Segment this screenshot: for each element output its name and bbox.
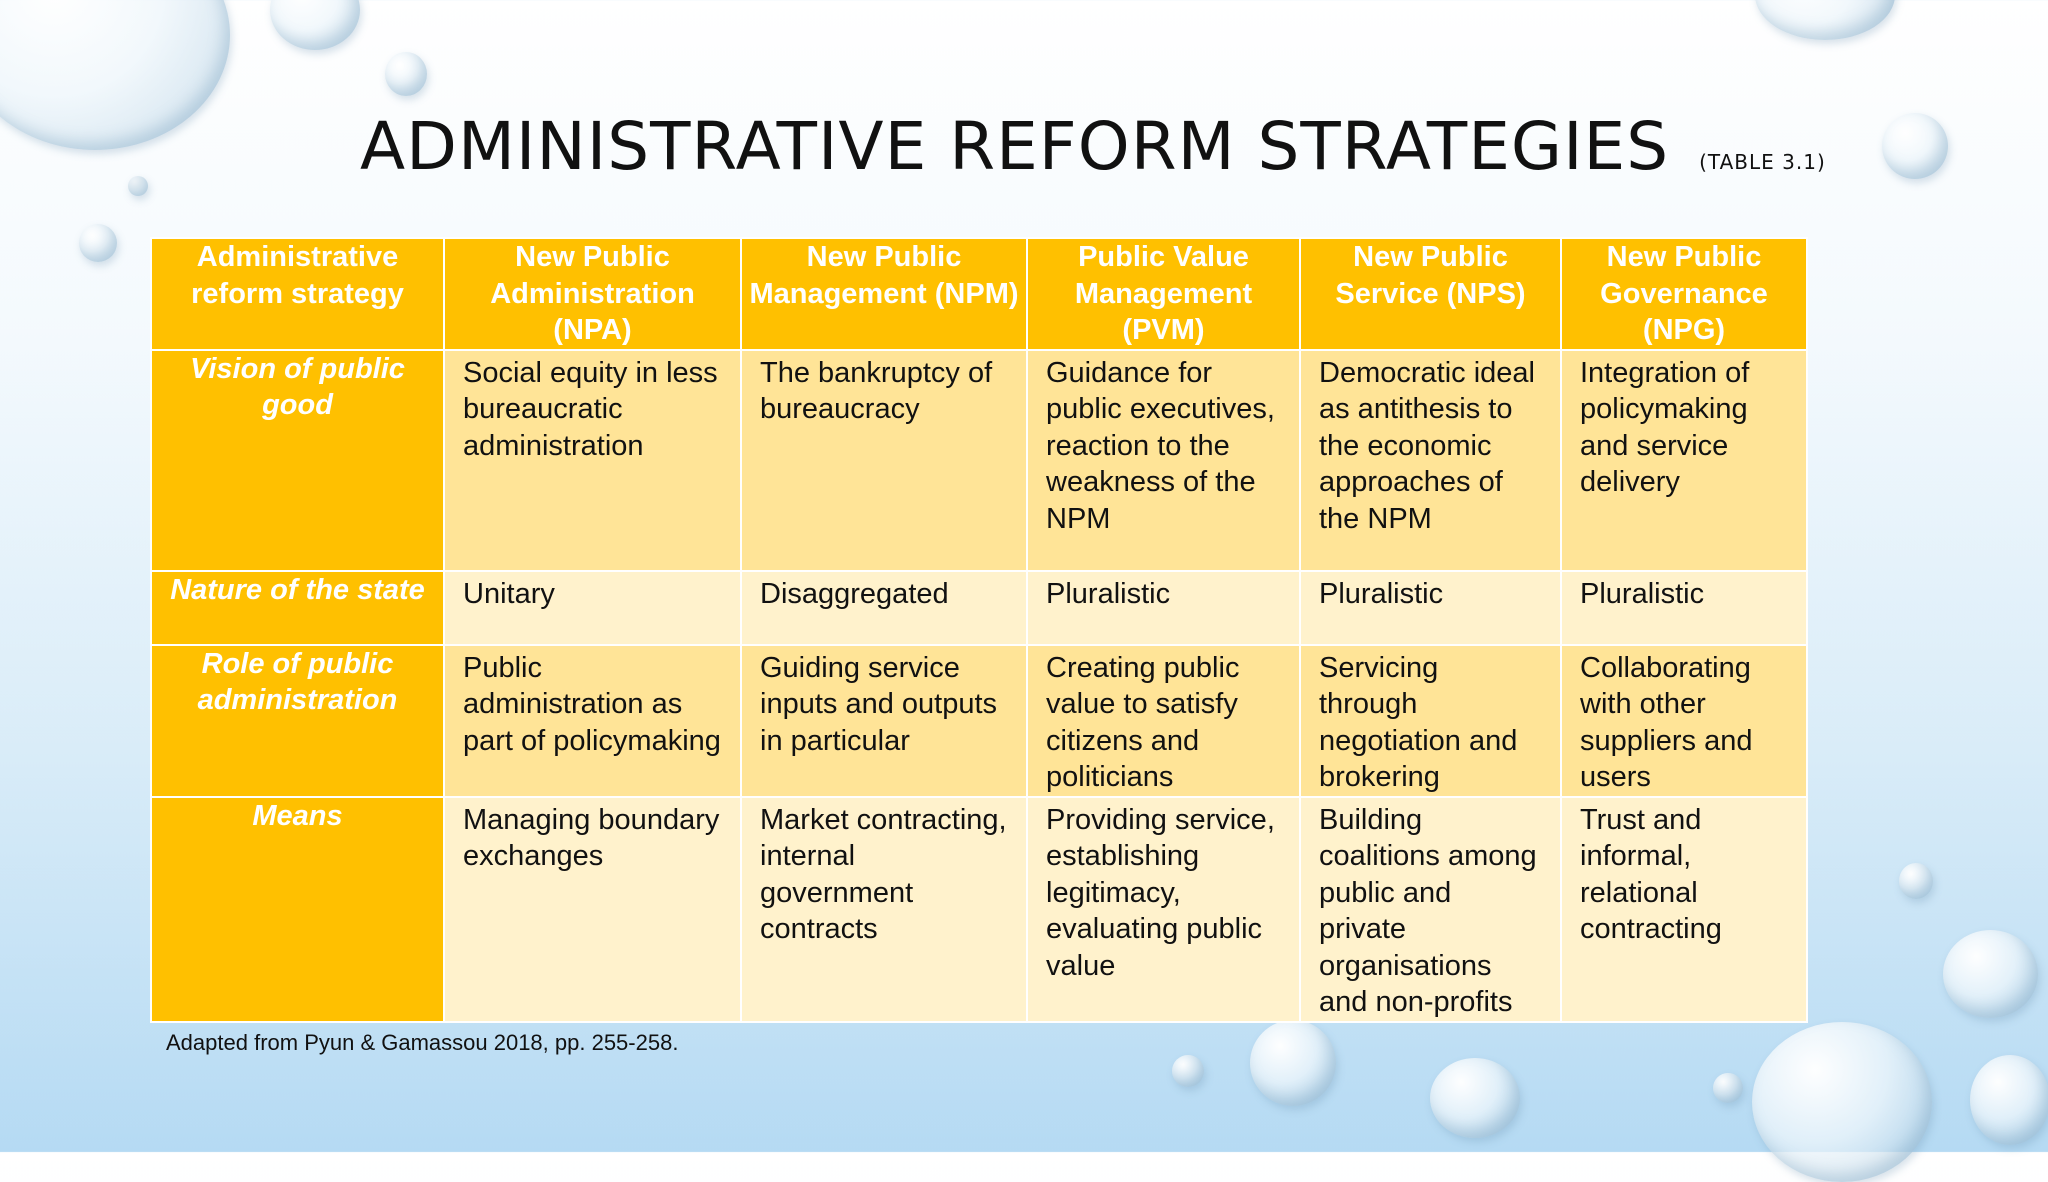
header-cell-npm: New Public Management (NPM) (741, 238, 1027, 350)
header-cell-strategy: Administrative reform strategy (151, 238, 444, 350)
table-cell: Guidance for public executives, reaction to the weakness of the NPM (1027, 350, 1300, 571)
table-cell: Guiding service inputs and outputs in particular (741, 645, 1027, 797)
row-label-nature: Nature of the state (151, 571, 444, 645)
table-cell: Pluralistic (1561, 571, 1807, 645)
row-label-vision: Vision of public good (151, 350, 444, 571)
water-drop-decoration (1970, 1055, 2048, 1145)
header-cell-npa: New Public Administration (NPA) (444, 238, 741, 350)
water-drop-decoration (270, 0, 360, 50)
table-row-nature (151, 571, 1807, 645)
reform-strategies-table (150, 237, 1808, 1023)
table-cell: The bankruptcy of bureaucracy (741, 350, 1027, 571)
table-header-row (151, 238, 1807, 350)
table-cell: Democratic ideal as antithesis to the economic approaches of the NPM (1300, 350, 1561, 571)
water-drop-decoration (79, 224, 117, 262)
table-cell: Creating public value to satisfy citizens and politicians (1027, 645, 1300, 797)
table-row-vision (151, 350, 1807, 571)
table-cell: Trust and informal, relational contracting (1561, 797, 1807, 1022)
table-cell: Servicing through negotiation and brokering (1300, 645, 1561, 797)
water-drop-decoration (1752, 1022, 1932, 1182)
water-drop-decoration (128, 176, 148, 196)
row-label-means: Means (151, 797, 444, 1022)
table-cell: Unitary (444, 571, 741, 645)
table-cell: Disaggregated (741, 571, 1027, 645)
table-cell: Building coalitions among public and private organisations and non-profits (1300, 797, 1561, 1022)
table-cell: Market contracting, internal government contracts (741, 797, 1027, 1022)
table-cell: Pluralistic (1027, 571, 1300, 645)
row-label-role: Role of public administration (151, 645, 444, 797)
table-row-role (151, 645, 1807, 797)
water-drop-decoration (0, 0, 230, 150)
header-cell-pvm: Public Value Management (PVM) (1027, 238, 1300, 350)
water-drop-decoration (1250, 1020, 1336, 1106)
table-cell: Collaborating with other suppliers and users (1561, 645, 1807, 797)
table-cell: Public administration as part of policymaking (444, 645, 741, 797)
slide-title-text: ADMINISTRATIVE REFORM STRATEGIES (360, 108, 1670, 185)
water-drop-decoration (1713, 1073, 1743, 1103)
water-drop-decoration (1943, 930, 2038, 1018)
slide-title-subnote: (TABLE 3.1) (1699, 150, 1826, 174)
water-drop-decoration (1755, 0, 1895, 40)
water-drop-decoration (1899, 863, 1933, 899)
slide-title (360, 108, 1826, 198)
header-cell-npg: New Public Governance (NPG) (1561, 238, 1807, 350)
table-cell: Integration of policymaking and service delivery (1561, 350, 1807, 571)
water-drop-decoration (385, 52, 427, 96)
table-cell: Providing service, establishing legitimacy, evaluating public value (1027, 797, 1300, 1022)
water-drop-decoration (1172, 1055, 1204, 1087)
table-cell: Managing boundary exchanges (444, 797, 741, 1022)
water-drop-decoration (1430, 1058, 1520, 1138)
table-row-means (151, 797, 1807, 1022)
table-cell: Pluralistic (1300, 571, 1561, 645)
source-footnote: Adapted from Pyun & Gamassou 2018, pp. 255-258. (166, 1030, 679, 1055)
table-cell: Social equity in less bureaucratic administration (444, 350, 741, 571)
header-cell-nps: New Public Service (NPS) (1300, 238, 1561, 350)
water-drop-decoration (1882, 113, 1948, 179)
